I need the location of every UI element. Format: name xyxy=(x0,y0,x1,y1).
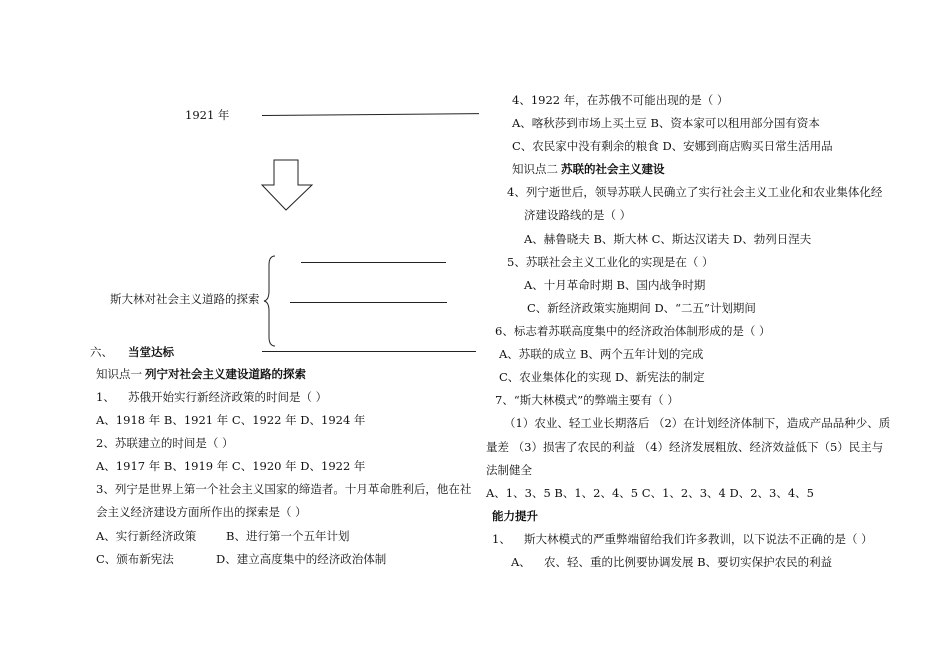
answer-line-brace-2 xyxy=(290,302,447,303)
ability-question-1-options: 农、轻、重的比例要协调发展 B、要切实保护农民的利益 xyxy=(544,555,833,569)
question-5-options-line-1: A、十月革命时期 B、国内战争时期 xyxy=(524,278,706,292)
question-4b-line-1: 4、列宁逝世后，领导苏联人民确立了实行社会主义工业化和农业集体化经 xyxy=(507,185,883,199)
question-1-text: 苏俄开始实行新经济政策的时间是（ ） xyxy=(128,390,328,404)
section-title: 当堂达标 xyxy=(128,345,174,359)
ability-question-1-option-label: A、 xyxy=(511,555,531,569)
question-4-options-line-2: C、农民家中没有剩余的粮食 D、安娜到商店购买日常生活用品 xyxy=(512,139,833,153)
question-5-options-line-2: C、新经济政策实施期间 D、“二五”计划期间 xyxy=(527,301,756,315)
question-5-text: 5、苏联社会主义工业化的实现是在（ ） xyxy=(507,255,714,269)
knowledge-point-2-title: 苏联的社会主义建设 xyxy=(561,162,665,176)
question-6-text: 6、标志着苏联高度集中的经济政治体制形成的是（ ） xyxy=(495,324,771,338)
left-brace-icon xyxy=(264,255,278,347)
knowledge-point-2-prefix: 知识点二 xyxy=(512,162,558,176)
question-4b-options: A、赫鲁晓夫 B、斯大林 C、斯达汉诺夫 D、勃列日涅夫 xyxy=(524,232,812,246)
section-number: 六、 xyxy=(90,345,113,359)
question-7-line-1: （1）农业、轻工业长期落后 （2）在计划经济体制下，造成产品品种少、质 xyxy=(504,416,891,430)
year-label: 1921 年 xyxy=(185,108,230,122)
answer-line-brace-3 xyxy=(262,351,476,352)
question-3-line-2: 会主义经济建设方面所作出的探索是（ ） xyxy=(96,505,307,519)
knowledge-point-1-prefix: 知识点一 xyxy=(96,367,142,381)
question-4-options-line-1: A、喀秋莎到市场上买土豆 B、资本家可以租用部分国有资本 xyxy=(512,116,820,130)
question-7-line-3: 法制健全 xyxy=(486,463,532,477)
question-6-options-line-2: C、农业集体化的实现 D、新宪法的制定 xyxy=(499,370,705,384)
question-2-options: A、1917 年 B、1919 年 C、1920 年 D、1922 年 xyxy=(96,459,366,473)
question-3-option-a: A、实行新经济政策 xyxy=(96,529,197,543)
ability-question-1-text: 斯大林模式的严重弊端留给我们许多教训，以下说法不正确的是（ ） xyxy=(524,532,873,546)
question-7-line-2: 量差 （3）损害了农民的利益 （4）经济发展粗放、经济效益低下（5）民主与 xyxy=(486,440,884,454)
down-arrow-icon xyxy=(262,159,314,213)
question-7-options: A、1、3、5 B、1、2、4、5 C、1、2、3、4 D、2、3、4、5 xyxy=(486,486,814,500)
ability-section-title: 能力提升 xyxy=(492,509,538,523)
question-7-text: 7、“斯大林模式”的弊端主要有（ ） xyxy=(495,393,679,407)
question-1-number: 1、 xyxy=(96,390,115,404)
stalin-exploration-label: 斯大林对社会主义道路的探索 xyxy=(110,292,260,306)
question-1-options: A、1918 年 B、1921 年 C、1922 年 D、1924 年 xyxy=(96,413,366,427)
question-4b-line-2: 济建设路线的是（ ） xyxy=(524,208,632,222)
question-2-text: 2、苏联建立的时间是（ ） xyxy=(96,436,234,450)
question-3-option-d: D、建立高度集中的经济政治体制 xyxy=(216,552,387,566)
question-4-text: 4、1922 年，在苏俄不可能出现的是（ ） xyxy=(512,93,729,107)
question-3-option-c: C、颁布新宪法 xyxy=(96,552,174,566)
answer-line-brace-1 xyxy=(301,262,446,263)
answer-line-1921 xyxy=(262,113,479,116)
question-3-option-b: B、进行第一个五年计划 xyxy=(226,529,350,543)
question-3-line-1: 3、列宁是世界上第一个社会主义国家的缔造者。十月革命胜利后，他在社 xyxy=(96,482,472,496)
question-6-options-line-1: A、苏联的成立 B、两个五年计划的完成 xyxy=(499,347,704,361)
knowledge-point-1-title: 列宁对社会主义建设道路的探索 xyxy=(145,367,306,381)
ability-question-1-number: 1、 xyxy=(492,532,511,546)
